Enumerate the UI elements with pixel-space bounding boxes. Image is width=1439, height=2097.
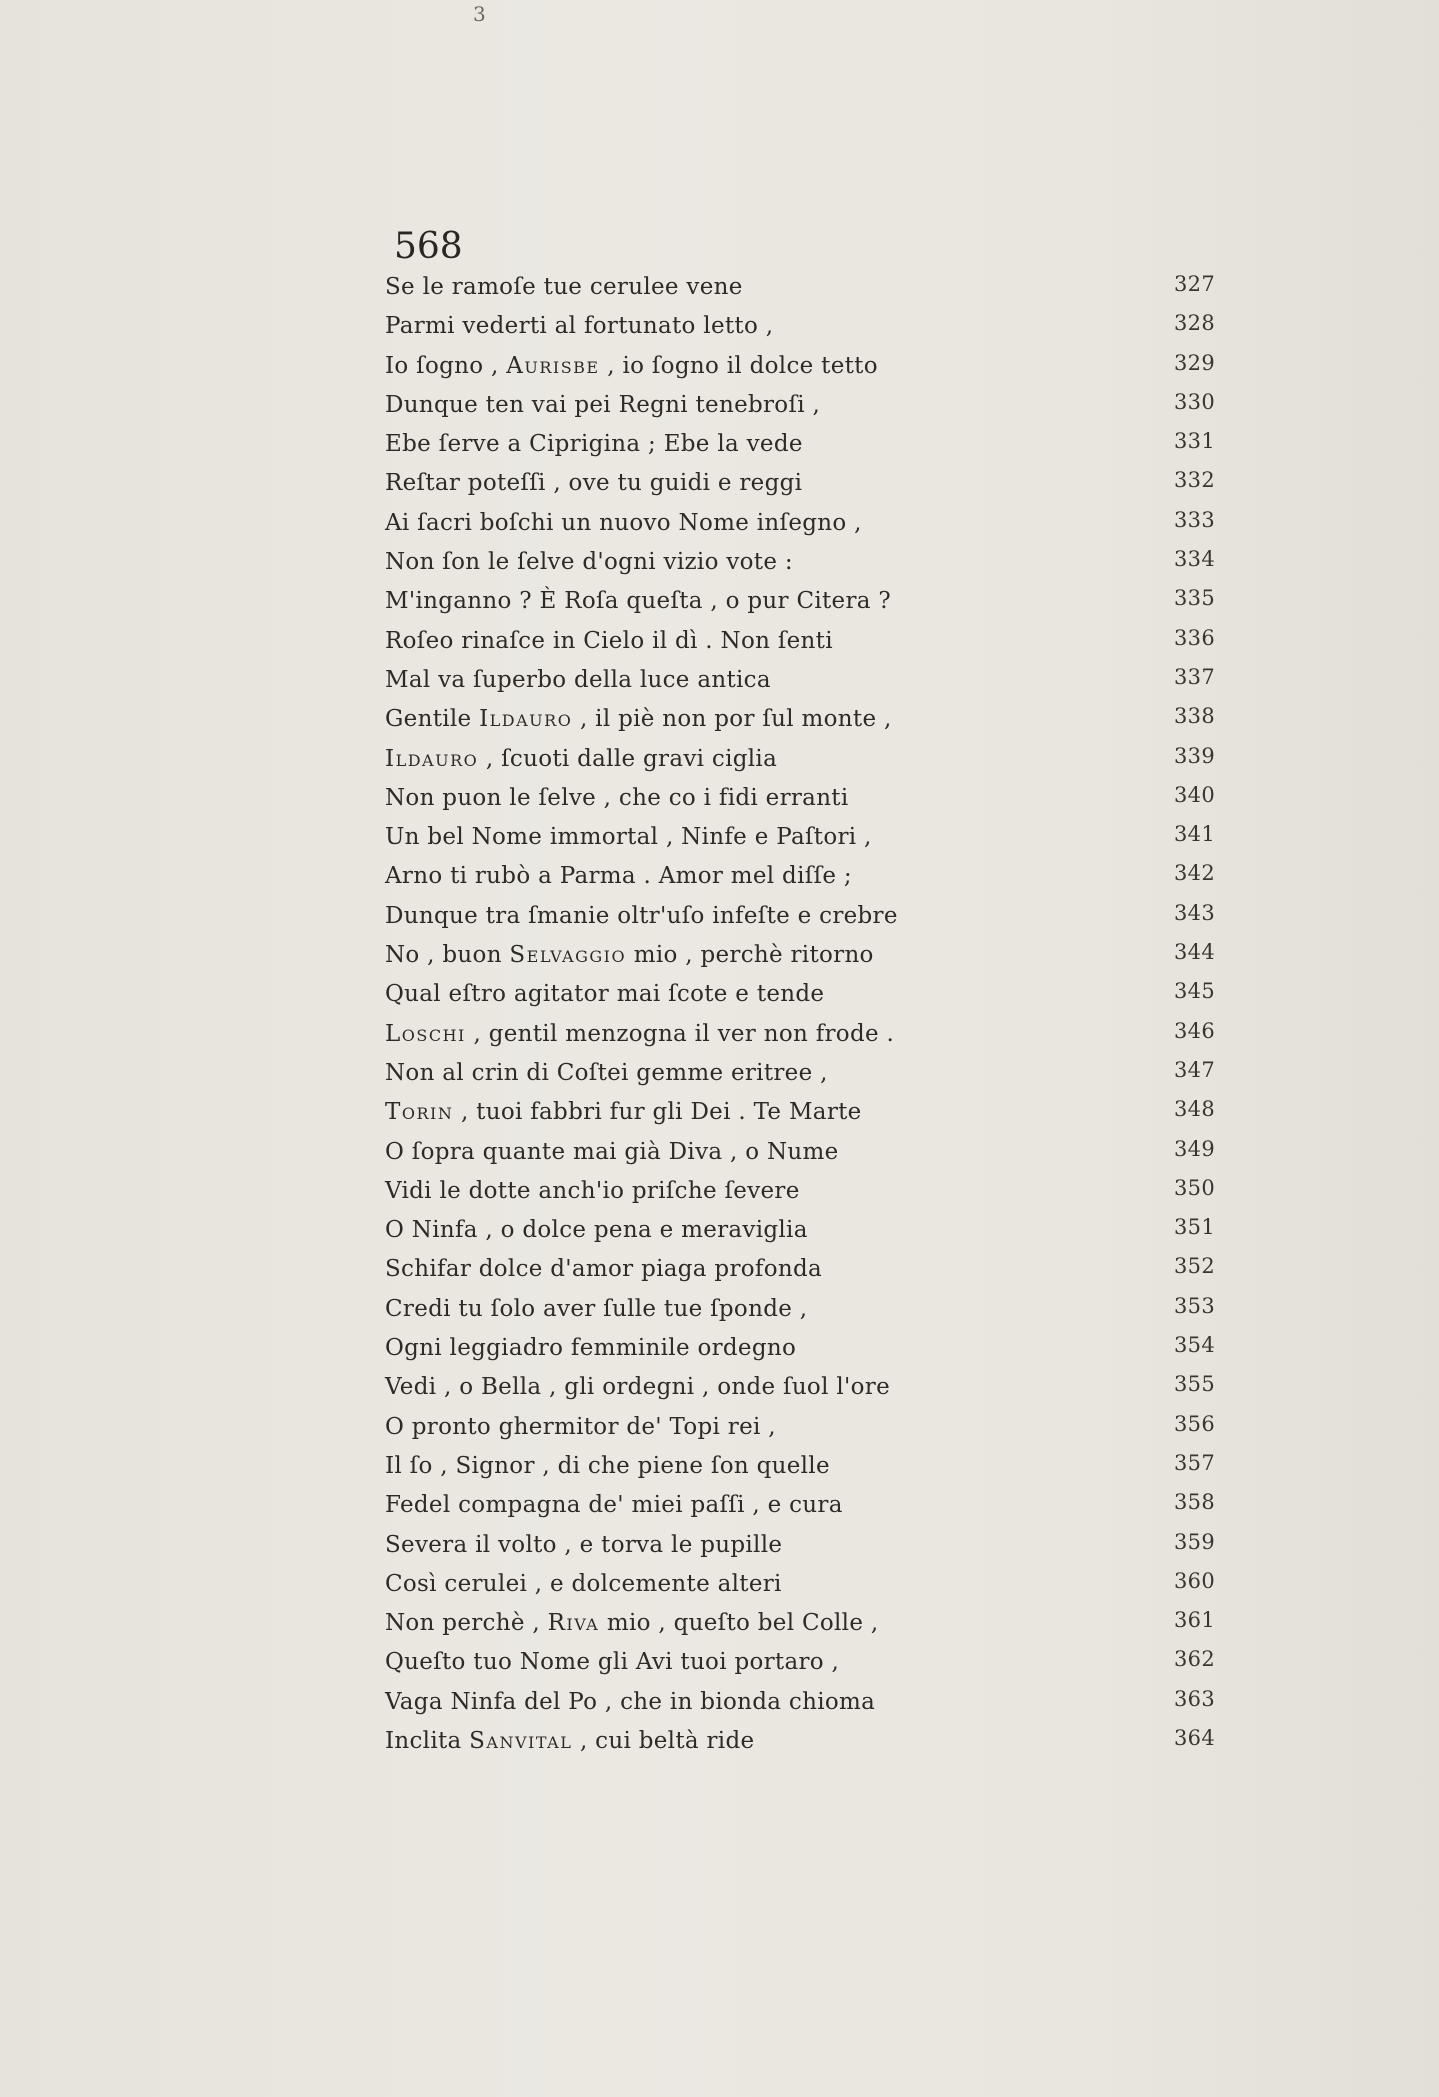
first-line-text [385,1015,894,1054]
text-segment: , io ſogno il dolce tetto [599,352,878,379]
index-entry [385,347,1225,386]
first-line-text [385,740,777,779]
index-entry [385,1368,1225,1407]
index-entry [385,464,1225,503]
index-entry [385,1172,1225,1211]
page-reference: 329 [1174,350,1215,375]
page-reference: 361 [1174,1608,1215,1633]
first-line-text [385,1604,878,1643]
text-segment: Parmi vederti al fortunato letto , [385,313,774,340]
first-line-text [385,661,771,700]
page-reference: 354 [1174,1333,1215,1358]
first-line-text [385,1329,796,1368]
first-line-text [385,307,773,346]
page-reference: 357 [1174,1450,1215,1475]
page-reference: 356 [1174,1411,1215,1436]
first-line-text [385,1093,862,1132]
text-segment: Non ſon le ſelve d'ogni vizio vote : [385,549,793,576]
index-entry [385,1290,1225,1329]
page-reference: 355 [1174,1372,1215,1397]
first-line-text [385,1486,843,1525]
text-segment: Ebe ſerve a Ciprigina ; Ebe la vede [385,431,803,458]
page-reference: 352 [1174,1254,1215,1279]
index-entry [385,779,1225,818]
first-line-text [385,1643,839,1682]
index-entry [385,1211,1225,1250]
page-reference: 348 [1174,1097,1215,1122]
index-entry [385,1604,1225,1643]
page-reference: 360 [1174,1568,1215,1593]
page-reference: 330 [1174,389,1215,414]
index-entry [385,425,1225,464]
index-entry [385,857,1225,896]
index-entry [385,268,1225,307]
index-entry [385,1486,1225,1525]
first-line-text [385,897,898,936]
index-entry [385,1250,1225,1289]
index-entry [385,700,1225,739]
index-entry [385,1093,1225,1132]
first-line-text [385,464,802,503]
page-reference: 336 [1174,625,1215,650]
text-segment: mio , queſto bel Colle , [599,1610,879,1637]
page-reference: 333 [1174,507,1215,532]
page-reference: 364 [1174,1725,1215,1750]
text-segment: Dunque ten vai pei Regni tenebroſi , [385,391,821,418]
text-segment: Vidi le dotte anch'io priſche ſevere [385,1177,800,1204]
text-segment: Credi tu ſolo aver ſulle tue ſponde , [385,1295,808,1322]
text-segment: O pronto ghermitor de' Topi rei , [385,1413,776,1440]
text-segment: Roſeo rinaſce in Cielo il dì . Non ſenti [385,627,833,654]
text-segment: O Ninfa , o dolce pena e meraviglia [385,1217,808,1244]
text-segment: O ſopra quante mai già Diva , o Nume [385,1138,839,1165]
first-line-text [385,700,892,739]
page-number: 568 [394,226,463,267]
page-reference: 340 [1174,782,1215,807]
index-entry [385,582,1225,621]
dedicatee-name: Sanvital [469,1727,573,1754]
text-segment: mio , perchè ritorno [626,942,874,969]
text-segment: Il ſo , Signor , di che piene ſon quelle [385,1452,830,1479]
page-reference: 338 [1174,704,1215,729]
index-entry [385,1722,1225,1761]
index-entry [385,1408,1225,1447]
page-reference: 349 [1174,1136,1215,1161]
text-segment: , ſcuoti dalle gravi ciglia [478,745,778,772]
text-segment: , tuoi fabbri fur gli Dei . Te Marte [453,1099,862,1126]
dedicatee-name: Riva [547,1610,600,1637]
page-reference: 328 [1174,311,1215,336]
first-line-text [385,1368,890,1407]
first-line-text [385,975,824,1014]
index-entry [385,622,1225,661]
page-reference: 334 [1174,547,1215,572]
dedicatee-name: Aurisbe [506,352,600,379]
page-reference: 362 [1174,1647,1215,1672]
text-segment: Schifar dolce d'amor piaga profonda [385,1256,822,1283]
page-reference: 350 [1174,1175,1215,1200]
page-reference: 337 [1174,664,1215,689]
text-segment: Dunque tra ſmanie oltr'uſo infeſte e crebre [385,902,898,929]
text-segment: Ai ſacri boſchi un nuovo Nome inſegno , [385,509,862,536]
text-segment: Un bel Nome immortal , Ninfe e Paſtori , [385,824,872,851]
first-line-text [385,779,849,818]
index-entry [385,975,1225,1014]
text-segment: Vedi , o Bella , gli ordegni , onde ſuol l'ore [385,1374,890,1401]
dedicatee-name: Ildauro [479,706,573,733]
first-line-text [385,857,852,896]
index-entry [385,386,1225,425]
first-line-text [385,1211,808,1250]
first-line-text [385,1526,782,1565]
index-entry [385,818,1225,857]
text-segment: Io ſogno , [385,352,507,379]
index-entry [385,1683,1225,1722]
index-entry [385,1565,1225,1604]
text-segment: Reſtar poteſſi , ove tu guidi e reggi [385,470,803,497]
index-entry [385,504,1225,543]
index-entry [385,1643,1225,1682]
first-line-text [385,1722,754,1761]
text-segment: Non al crin di Coſtei gemme eritree , [385,1059,828,1086]
text-segment: , cui beltà ride [572,1727,755,1754]
page-reference: 346 [1174,1018,1215,1043]
first-line-text [385,1447,830,1486]
text-segment: Queſto tuo Nome gli Avi tuoi portaro , [385,1649,840,1676]
dedicatee-name: Torin [385,1099,454,1126]
first-line-text [385,386,820,425]
text-segment: Se le ramoſe tue cerulee vene [385,274,743,300]
index-entry [385,307,1225,346]
index-entry [385,740,1225,779]
index-entry [385,1526,1225,1565]
first-line-text [385,543,793,582]
first-line-text [385,582,891,621]
page-reference: 351 [1174,1215,1215,1240]
text-segment: Così cerulei , e dolcemente alteri [385,1570,782,1597]
text-segment: Mal va ſuperbo della luce antica [385,666,771,693]
dedicatee-name: Ildauro [385,745,479,772]
first-line-text [385,1683,875,1722]
text-segment: , il piè non por ſul monte , [572,706,892,733]
first-line-text [385,818,872,857]
text-segment: Gentile [385,706,480,733]
page-reference: 327 [1174,272,1215,296]
page-reference: 341 [1174,822,1215,847]
first-line-text [385,1290,807,1329]
text-segment: Ogni leggiadro femminile ordegno [385,1335,797,1362]
page-reference: 331 [1174,429,1215,454]
first-line-text [385,1133,839,1172]
first-line-text [385,1250,822,1289]
index-of-first-lines [385,268,1225,1761]
index-entry [385,1447,1225,1486]
first-line-text [385,936,874,975]
margin-mark: 3 [473,2,486,26]
index-entry [385,936,1225,975]
page-reference: 345 [1174,979,1215,1004]
first-line-text [385,347,878,386]
text-segment: Fedel compagna de' miei paſſi , e cura [385,1492,843,1519]
index-entry [385,661,1225,700]
first-line-text [385,1172,800,1211]
first-line-text [385,425,803,464]
text-segment: Vaga Ninfa del Po , che in bionda chioma [385,1688,876,1715]
page-reference: 344 [1174,940,1215,965]
page-reference: 353 [1174,1293,1215,1318]
page-reference: 363 [1174,1686,1215,1711]
first-line-text [385,1565,782,1604]
page-reference: 359 [1174,1529,1215,1554]
dedicatee-name: Loschi [385,1020,466,1047]
text-segment: Severa il volto , e torva le pupille [385,1531,783,1558]
text-segment: Arno ti rubò a Parma . Amor mel diſſe ; [385,863,852,890]
page-reference: 339 [1174,743,1215,768]
first-line-text [385,1408,776,1447]
page-reference: 347 [1174,1057,1215,1082]
index-entry [385,1133,1225,1172]
index-entry [385,543,1225,582]
text-segment: Qual eſtro agitator mai ſcote e tende [385,981,825,1008]
text-segment: Non puon le ſelve , che co i fidi erranti [385,784,849,811]
index-entry [385,1054,1225,1093]
page-reference: 358 [1174,1490,1215,1515]
page-reference: 332 [1174,468,1215,493]
page-reference: 342 [1174,861,1215,886]
index-entry [385,897,1225,936]
first-line-text [385,1054,828,1093]
index-entry [385,1329,1225,1368]
index-entry [385,1015,1225,1054]
text-segment: Inclita [385,1727,470,1754]
text-segment: , gentil menzogna il ver non frode . [465,1020,895,1047]
text-segment: Non perchè , [385,1610,548,1637]
dedicatee-name: Selvaggio [509,942,627,969]
first-line-text [385,268,743,307]
first-line-text [385,504,862,543]
page-reference: 335 [1174,586,1215,611]
text-segment: No , buon [385,942,510,969]
first-line-text [385,622,833,661]
page-reference: 343 [1174,900,1215,925]
text-segment: M'inganno ? È Roſa queſta , o pur Citera ? [385,588,892,615]
